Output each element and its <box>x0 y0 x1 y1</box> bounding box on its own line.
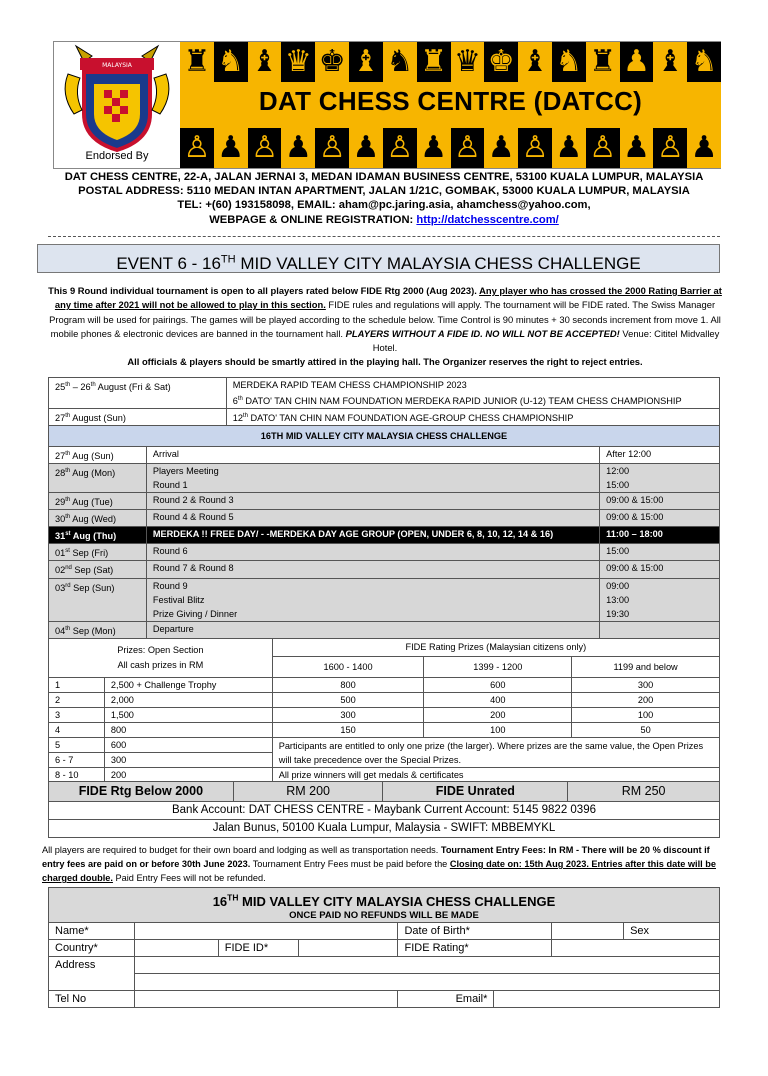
fide-rating-label: FIDE Rating* <box>398 940 552 957</box>
chess-piece-icon: ♟ <box>349 128 383 168</box>
schedule-date: 01st Sep (Fri) <box>49 544 147 561</box>
dashed-divider <box>48 236 720 237</box>
chess-piece-icon: ♙ <box>518 128 552 168</box>
pre-event-row <box>49 378 720 409</box>
pre-event-line: 6th DATO' TAN CHIN NAM FOUNDATION MERDEKA RAPID JUNIOR (U-12) TEAM CHESS CHAMPIONSHIP <box>232 396 682 407</box>
chess-piece-icon: ♙ <box>451 128 485 168</box>
chess-piece-icon: ♜ <box>417 42 451 82</box>
web-registration <box>0 214 768 226</box>
prize-row <box>49 708 720 723</box>
schedule-date: 02nd Sep (Sat) <box>49 561 147 578</box>
band-2-header: 1399 - 1200 <box>424 657 572 678</box>
schedule-date: 28th Aug (Mon) <box>49 464 147 493</box>
venue-text: Venue: Cititel Midvalley Hotel. <box>372 327 720 354</box>
schedule-event-line: Round 7 & Round 8 <box>152 563 234 574</box>
header-banner <box>180 42 721 168</box>
chess-piece-icon: ♛ <box>451 42 485 82</box>
schedule-event <box>146 464 599 493</box>
pre-event-name <box>226 378 719 409</box>
open-prizes-subtitle: All cash prizes in RM <box>117 660 204 670</box>
logo-box <box>54 42 180 168</box>
schedule-time-line: 11:00 – 18:00 <box>606 529 663 540</box>
name-label: Name* <box>49 923 135 940</box>
chess-piece-icon: ♞ <box>552 42 586 82</box>
rules-text: FIDE rules and regulations will apply. The tournament will be FIDE rated. The Swiss Manager Program will be used for pairings. The games will be played according to the schedule below. Time Control is 90 minutes + 30 seconds increment from move 1. All mobile phones & electronic devices are banned in the tournament hall. <box>49 299 721 339</box>
chess-piece-icon: ♙ <box>586 128 620 168</box>
schedule-time-line: 09:00 <box>606 580 630 591</box>
band-2-prize: 200 <box>424 708 572 723</box>
form-subtitle: ONCE PAID NO REFUNDS WILL BE MADE <box>49 910 720 923</box>
schedule-event <box>146 561 599 578</box>
medals-note: All prize winners will get medals & certificates <box>272 768 719 783</box>
bank-account: Bank Account: DAT CHESS CENTRE - Maybank Current Account: 5145 9822 0396 <box>49 802 720 820</box>
chess-piece-icon: ♚ <box>315 42 349 82</box>
schedule-time <box>600 464 720 493</box>
chess-piece-icon: ♜ <box>180 42 214 82</box>
refund-text: Paid Entry Fees will not be refunded. <box>112 873 266 883</box>
dob-label: Date of Birth* <box>398 923 552 940</box>
top-chess-pieces-row <box>180 42 721 82</box>
prize-row <box>49 678 720 693</box>
schedule-event <box>146 578 599 621</box>
chess-piece-icon: ♛ <box>281 42 315 82</box>
chess-piece-icon: ♙ <box>248 128 282 168</box>
schedule-time-line: 19:30 <box>606 608 630 619</box>
schedule-time-line: 09:00 & 15:00 <box>606 495 664 506</box>
fide-id-field[interactable] <box>298 940 398 957</box>
deadline-text: Tournament Entry Fees must be paid before the <box>250 859 450 869</box>
schedule-event-line: Arrival <box>152 449 179 460</box>
chess-piece-icon: ♞ <box>383 42 417 82</box>
prize-place: 1 <box>49 678 105 693</box>
below-2000-label: FIDE Rtg Below 2000 <box>49 782 234 802</box>
schedule-time-line: 13:00 <box>606 594 630 605</box>
schedule-row <box>49 527 720 544</box>
schedule-event-line: Departure <box>152 623 194 634</box>
tel-label: Tel No <box>49 991 135 1008</box>
pre-event-line: MERDEKA RAPID TEAM CHESS CHAMPIONSHIP 2023 <box>232 380 467 390</box>
unrated-label: FIDE Unrated <box>383 782 568 802</box>
prize-row <box>49 693 720 708</box>
schedule-time-line: 15:00 <box>606 546 630 557</box>
schedule-row <box>49 621 720 638</box>
band-3-prize: 50 <box>572 723 720 738</box>
chess-piece-icon: ♞ <box>214 42 248 82</box>
registration-form <box>48 887 720 1008</box>
schedule-time <box>600 493 720 510</box>
schedule-time <box>600 527 720 544</box>
schedule-event <box>146 621 599 638</box>
schedule-event-line: Round 1 <box>152 480 188 491</box>
form-title: 16TH MID VALLEY CITY MALAYSIA CHESS CHALLENGE <box>49 888 720 911</box>
postal-address: POSTAL ADDRESS: 5110 MEDAN INTAN APARTMENT, JALAN 1/21C, GOMBAK, 53000 KUALA LUMPUR, MALAYSIA <box>78 185 690 197</box>
registration-link[interactable]: http://datchesscentre.com/ <box>416 214 559 226</box>
schedule-event <box>146 447 599 464</box>
schedule-table <box>48 377 720 639</box>
open-prizes-title: Prizes: Open Section <box>117 645 204 655</box>
event-title <box>37 244 720 273</box>
schedule-date: 30th Aug (Wed) <box>49 510 147 527</box>
name-field[interactable] <box>134 923 398 940</box>
budget-text: All players are required to budget for their own board and lodging as well as transportation needs. <box>42 845 441 855</box>
schedule-time <box>600 621 720 638</box>
chess-piece-icon: ♙ <box>653 128 687 168</box>
chess-piece-icon: ♞ <box>687 42 721 82</box>
prize-note: Participants are entitled to only one prize (the larger). Where prizes are the same value, the Open Prizes will take precedence over the Special Prizes. <box>272 738 719 768</box>
band-1-prize: 800 <box>272 678 424 693</box>
schedule-row <box>49 510 720 527</box>
chess-piece-icon: ♟ <box>214 128 248 168</box>
schedule-date: 31st Aug (Thu) <box>49 527 147 544</box>
schedule-time <box>600 510 720 527</box>
prize-place: 2 <box>49 693 105 708</box>
country-label: Country* <box>49 940 135 957</box>
street-address: DAT CHESS CENTRE, 22-A, JALAN JERNAI 3, MEDAN IDAMAN BUSINESS CENTRE, 53100 KUALA LUMPUR, MALAYSIA <box>64 171 704 183</box>
prize-place: 5 <box>49 738 105 753</box>
fide-id-label: FIDE ID* <box>218 940 298 957</box>
email-field[interactable] <box>494 991 720 1008</box>
chess-piece-icon: ♟ <box>620 128 654 168</box>
band-1-prize: 500 <box>272 693 424 708</box>
schedule-event-line: Prize Giving / Dinner <box>152 608 238 619</box>
discount-text: Tournament Entry Fees: In RM - There will be 20 % discount if entry fees are paid on or before 30th June 2023. <box>42 845 710 869</box>
rating-barrier-text: Any player who has crossed the 2000 Rating Barrier at any time after 2021 will not be allowed to play in this section. <box>54 285 722 311</box>
unrated-fee: RM 250 <box>568 782 720 802</box>
band-3-prize: 200 <box>572 693 720 708</box>
open-prizes-header <box>49 639 273 678</box>
prize-place: 8 - 10 <box>49 768 105 783</box>
prize-place: 6 - 7 <box>49 753 105 768</box>
fide-rating-field[interactable] <box>552 940 720 957</box>
band-3-prize: 100 <box>572 708 720 723</box>
schedule-row <box>49 493 720 510</box>
schedule-time-line: After 12:00 <box>606 449 652 460</box>
prize-amount: 1,500 <box>104 708 272 723</box>
fide-prizes-title: FIDE Rating Prizes (Malaysian citizens only) <box>272 639 719 657</box>
schedule-row <box>49 447 720 464</box>
chess-piece-icon: ♚ <box>484 42 518 82</box>
schedule-event-line: Players Meeting <box>152 466 219 477</box>
prizes-table <box>48 638 720 783</box>
intro-text <box>40 284 730 370</box>
schedule-date: 27th Aug (Sun) <box>49 447 147 464</box>
web-label: WEBPAGE & ONLINE REGISTRATION: <box>209 214 417 226</box>
schedule-time-line <box>606 622 713 636</box>
schedule-time-line: 09:00 & 15:00 <box>606 512 664 523</box>
band-2-prize: 600 <box>424 678 572 693</box>
schedule-date: 04th Sep (Mon) <box>49 621 147 638</box>
band-3-header: 1199 and below <box>572 657 720 678</box>
schedule-event-line: Festival Blitz <box>152 594 205 605</box>
prize-amount: 300 <box>104 753 272 768</box>
band-1-prize: 150 <box>272 723 424 738</box>
band-1-prize: 300 <box>272 708 424 723</box>
schedule-date: 03rd Sep (Sun) <box>49 578 147 621</box>
address-field-line-2[interactable] <box>134 974 719 991</box>
chess-piece-icon: ♝ <box>653 42 687 82</box>
schedule-time <box>600 544 720 561</box>
federation-logo-icon <box>54 44 180 154</box>
chess-piece-icon: ♝ <box>518 42 552 82</box>
band-2-prize: 400 <box>424 693 572 708</box>
organization-title: DAT CHESS CENTRE (DATCC) <box>258 86 643 116</box>
schedule-event <box>146 527 599 544</box>
prize-row <box>49 723 720 738</box>
schedule-event-line: Round 4 & Round 5 <box>152 512 234 523</box>
tel-field[interactable] <box>134 991 398 1008</box>
prize-amount: 600 <box>104 738 272 753</box>
prize-amount: 800 <box>104 723 272 738</box>
pre-event-date: 25th – 26th August (Fri & Sat) <box>49 378 227 409</box>
fide-id-warning: PLAYERS WITHOUT A FIDE ID. NO WILL NOT BE ACCEPTED! <box>345 327 620 339</box>
band-3-prize: 300 <box>572 678 720 693</box>
pre-event-row <box>49 409 720 426</box>
chess-piece-icon: ♝ <box>349 42 383 82</box>
schedule-time <box>600 561 720 578</box>
entry-fee-table <box>48 781 720 838</box>
bottom-chess-pieces-row <box>180 128 721 168</box>
prize-amount: 2,500 + Challenge Trophy <box>104 678 272 693</box>
schedule-time-line: 15:00 <box>606 480 630 491</box>
schedule-row <box>49 464 720 493</box>
email-label: Email* <box>398 991 494 1008</box>
pre-event-line: 12th DATO' TAN CHIN NAM FOUNDATION AGE-GROUP CHESS CHAMPIONSHIP <box>232 413 574 424</box>
chess-piece-icon: ♙ <box>383 128 417 168</box>
svg-text:MALAYSIA: MALAYSIA <box>102 62 132 69</box>
schedule-time <box>600 578 720 621</box>
contact-info: TEL: +(60) 193158098, EMAIL: aham@pc.jaring.asia, ahamchess@yahoo.com, <box>177 199 591 211</box>
address-field-line-1[interactable] <box>134 957 719 974</box>
schedule-row <box>49 561 720 578</box>
eligibility-text: This 9 Round individual tournament is open to all players rated below FIDE Rtg 2000 (Aug 2023). <box>48 285 480 296</box>
chess-piece-icon: ♟ <box>484 128 518 168</box>
schedule-title: 16TH MID VALLEY CITY MALAYSIA CHESS CHALLENGE <box>49 426 720 447</box>
prize-amount: 200 <box>104 768 272 783</box>
schedule-time-line: 09:00 & 15:00 <box>606 563 664 574</box>
schedule-row <box>49 578 720 621</box>
chess-piece-icon: ♙ <box>180 128 214 168</box>
schedule-event-line: MERDEKA !! FREE DAY/ - -MERDEKA DAY AGE GROUP (OPEN, UNDER 6, 8, 10, 12, 14 & 16) <box>152 529 554 540</box>
chess-piece-icon: ♟ <box>281 128 315 168</box>
country-field[interactable] <box>134 940 218 957</box>
schedule-event <box>146 493 599 510</box>
schedule-row <box>49 544 720 561</box>
schedule-time <box>600 447 720 464</box>
prize-amount: 2,000 <box>104 693 272 708</box>
band-1-header: 1600 - 1400 <box>272 657 424 678</box>
band-2-prize: 100 <box>424 723 572 738</box>
schedule-event <box>146 510 599 527</box>
schedule-event-line: Round 9 <box>152 580 188 591</box>
fees-notice <box>42 843 722 885</box>
pre-event-name <box>226 409 719 426</box>
chess-piece-icon: ♜ <box>586 42 620 82</box>
prize-row <box>49 738 720 753</box>
chess-piece-icon: ♟ <box>417 128 451 168</box>
endorsed-by-label: Endorsed By <box>85 150 149 162</box>
dob-field[interactable] <box>552 923 624 940</box>
chess-piece-icon: ♙ <box>315 128 349 168</box>
pre-event-date: 27th August (Sun) <box>49 409 227 426</box>
schedule-event-line: Round 2 & Round 3 <box>152 495 234 506</box>
prize-place: 3 <box>49 708 105 723</box>
chess-piece-icon: ♝ <box>248 42 282 82</box>
schedule-date: 29th Aug (Tue) <box>49 493 147 510</box>
chess-piece-icon: ♟ <box>687 128 721 168</box>
schedule-time-line: 12:00 <box>606 466 630 477</box>
schedule-event <box>146 544 599 561</box>
below-2000-fee: RM 200 <box>233 782 383 802</box>
chess-piece-icon: ♟ <box>620 42 654 82</box>
sex-label: Sex <box>624 923 720 940</box>
event-title-text: EVENT 6 - 16TH MID VALLEY CITY MALAYSIA CHESS CHALLENGE <box>116 253 641 273</box>
attire-notice: All officials & players should be smartly attired in the playing hall. The Organizer reserves the right to reject entries. <box>127 356 643 368</box>
closing-date-text: Closing date on: 15th Aug 2023. Entries after this date will be charged double. <box>42 859 716 883</box>
prize-place: 4 <box>49 723 105 738</box>
chess-piece-icon: ♟ <box>552 128 586 168</box>
address-label: Address <box>49 957 135 991</box>
intro-paragraph <box>40 284 730 355</box>
bank-address: Jalan Bunus, 50100 Kuala Lumpur, Malaysia - SWIFT: MBBEMYKL <box>49 820 720 838</box>
schedule-event-line: Round 6 <box>152 546 188 557</box>
